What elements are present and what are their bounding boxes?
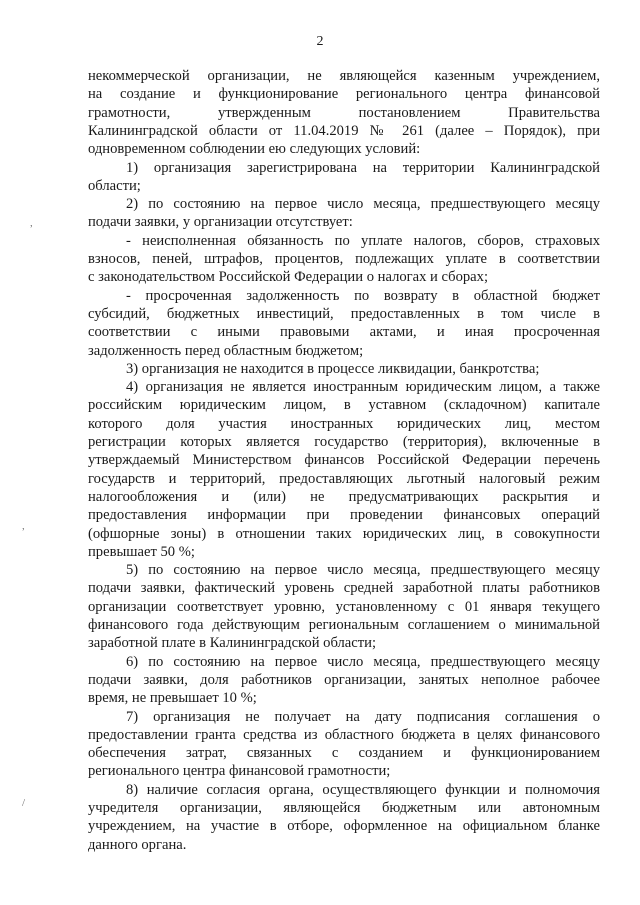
text-line: время, не превышает 10 %;	[88, 690, 257, 707]
text-line: 5) по состоянию на первое число месяца, предшествующего месяцу	[126, 562, 600, 579]
text-line: Калининградской области от 11.04.2019 № 261 (далее – Порядок), при	[88, 122, 600, 139]
text-line: 6) по состоянию на первое число месяца, предшествующего месяцу	[126, 653, 600, 670]
text-line: утверждаемый Министерством финансов Российской Федерации перечень	[88, 452, 600, 469]
text-line: государств и территорий, предоставляющих льготный налоговый режим	[88, 470, 600, 487]
text-line: заработной плате в Калининградской области;	[88, 635, 376, 652]
text-line: налогообложения и (или) не предусматривающих раскрытия и	[88, 488, 600, 505]
text-line: подачи заявки, фактический уровень средней заработной платы работников	[88, 580, 600, 597]
text-line: 2) по состоянию на первое число месяца, предшествующего месяцу	[126, 196, 600, 213]
text-line: грамотности, утвержденным постановлением Правительства	[88, 104, 600, 121]
text-line: предоставления информации при проведении финансовых операций	[88, 507, 600, 524]
text-line: - неисполненная обязанность по уплате налогов, сборов, страховых	[126, 232, 600, 249]
text-line: учреждением, на участие в отборе, оформленное на официальном бланке	[88, 818, 600, 835]
text-line: области;	[88, 177, 141, 194]
text-line: некоммерческой организации, не являющейся казенным учреждением,	[88, 68, 600, 84]
text-line: субсидий, бюджетных инвестиций, предоставленных в том числе в	[88, 305, 600, 322]
margin-mark: /	[22, 797, 26, 809]
text-line: регистрации которых является государство (территория), включенные в	[88, 434, 600, 450]
text-line: 8) наличие согласия органа, осуществляющего функции и полномочия	[126, 781, 600, 798]
text-line: задолженность перед областным бюджетом;	[88, 342, 364, 359]
text-line: соответствии с иными правовыми актами, и иная просроченная	[88, 324, 600, 341]
text-line: взносов, пеней, штрафов, процентов, подлежащих уплате в соответствии	[88, 251, 600, 267]
text-line: данного органа.	[88, 836, 187, 853]
text-line: обеспечения затрат, связанных с созданием и функционированием	[88, 745, 600, 762]
text-line: которого доля участия иностранных юридических лиц, местом	[88, 415, 600, 432]
text-line: - просроченная задолженность по возврату в областной бюджет	[126, 287, 600, 304]
margin-mark: ,	[30, 217, 33, 229]
text-line: российским юридическим лицом, в уставном (складочном) капитале	[88, 397, 600, 414]
text-line: 1) организация зарегистрирована на территории Калининградской	[126, 159, 600, 176]
text-line: с законодательством Российской Федерации о налогах и сборах;	[88, 269, 489, 286]
text-line: на создание и функционирование регионального центра финансовой	[88, 86, 600, 103]
text-line: превышает 50 %;	[88, 543, 195, 560]
text-line: учредителя организации, являющейся бюджетным или автономным	[88, 800, 600, 816]
text-line: (офшорные зоны) в отношении таких юридических лиц, в совокупности	[88, 525, 600, 542]
margin-mark: ,	[22, 520, 25, 532]
text-line: 7) организация не получает на дату подписания соглашения о	[126, 708, 600, 725]
text-line: организации соответствует уровню, установленному с 01 января текущего	[88, 598, 600, 615]
text-line: одновременном соблюдении ею следующих условий:	[88, 141, 421, 158]
text-line: 4) организация не является иностранным юридическим лицом, а также	[126, 379, 600, 396]
text-line: подачи заявки, доля работников организации, занятых неполное рабочее	[88, 671, 600, 688]
text-line: 3) организация не находится в процессе ликвидации, банкротства;	[126, 360, 540, 377]
text-line: подачи заявки, у организации отсутствует:	[88, 214, 353, 231]
page-number: 2	[316, 34, 324, 49]
text-line: финансового года действующим региональным соглашением о минимальной	[88, 617, 600, 633]
text-line: предоставлении гранта средства из областного бюджета в целях финансового	[88, 726, 600, 743]
text-line: регионального центра финансовой грамотности;	[88, 763, 391, 780]
